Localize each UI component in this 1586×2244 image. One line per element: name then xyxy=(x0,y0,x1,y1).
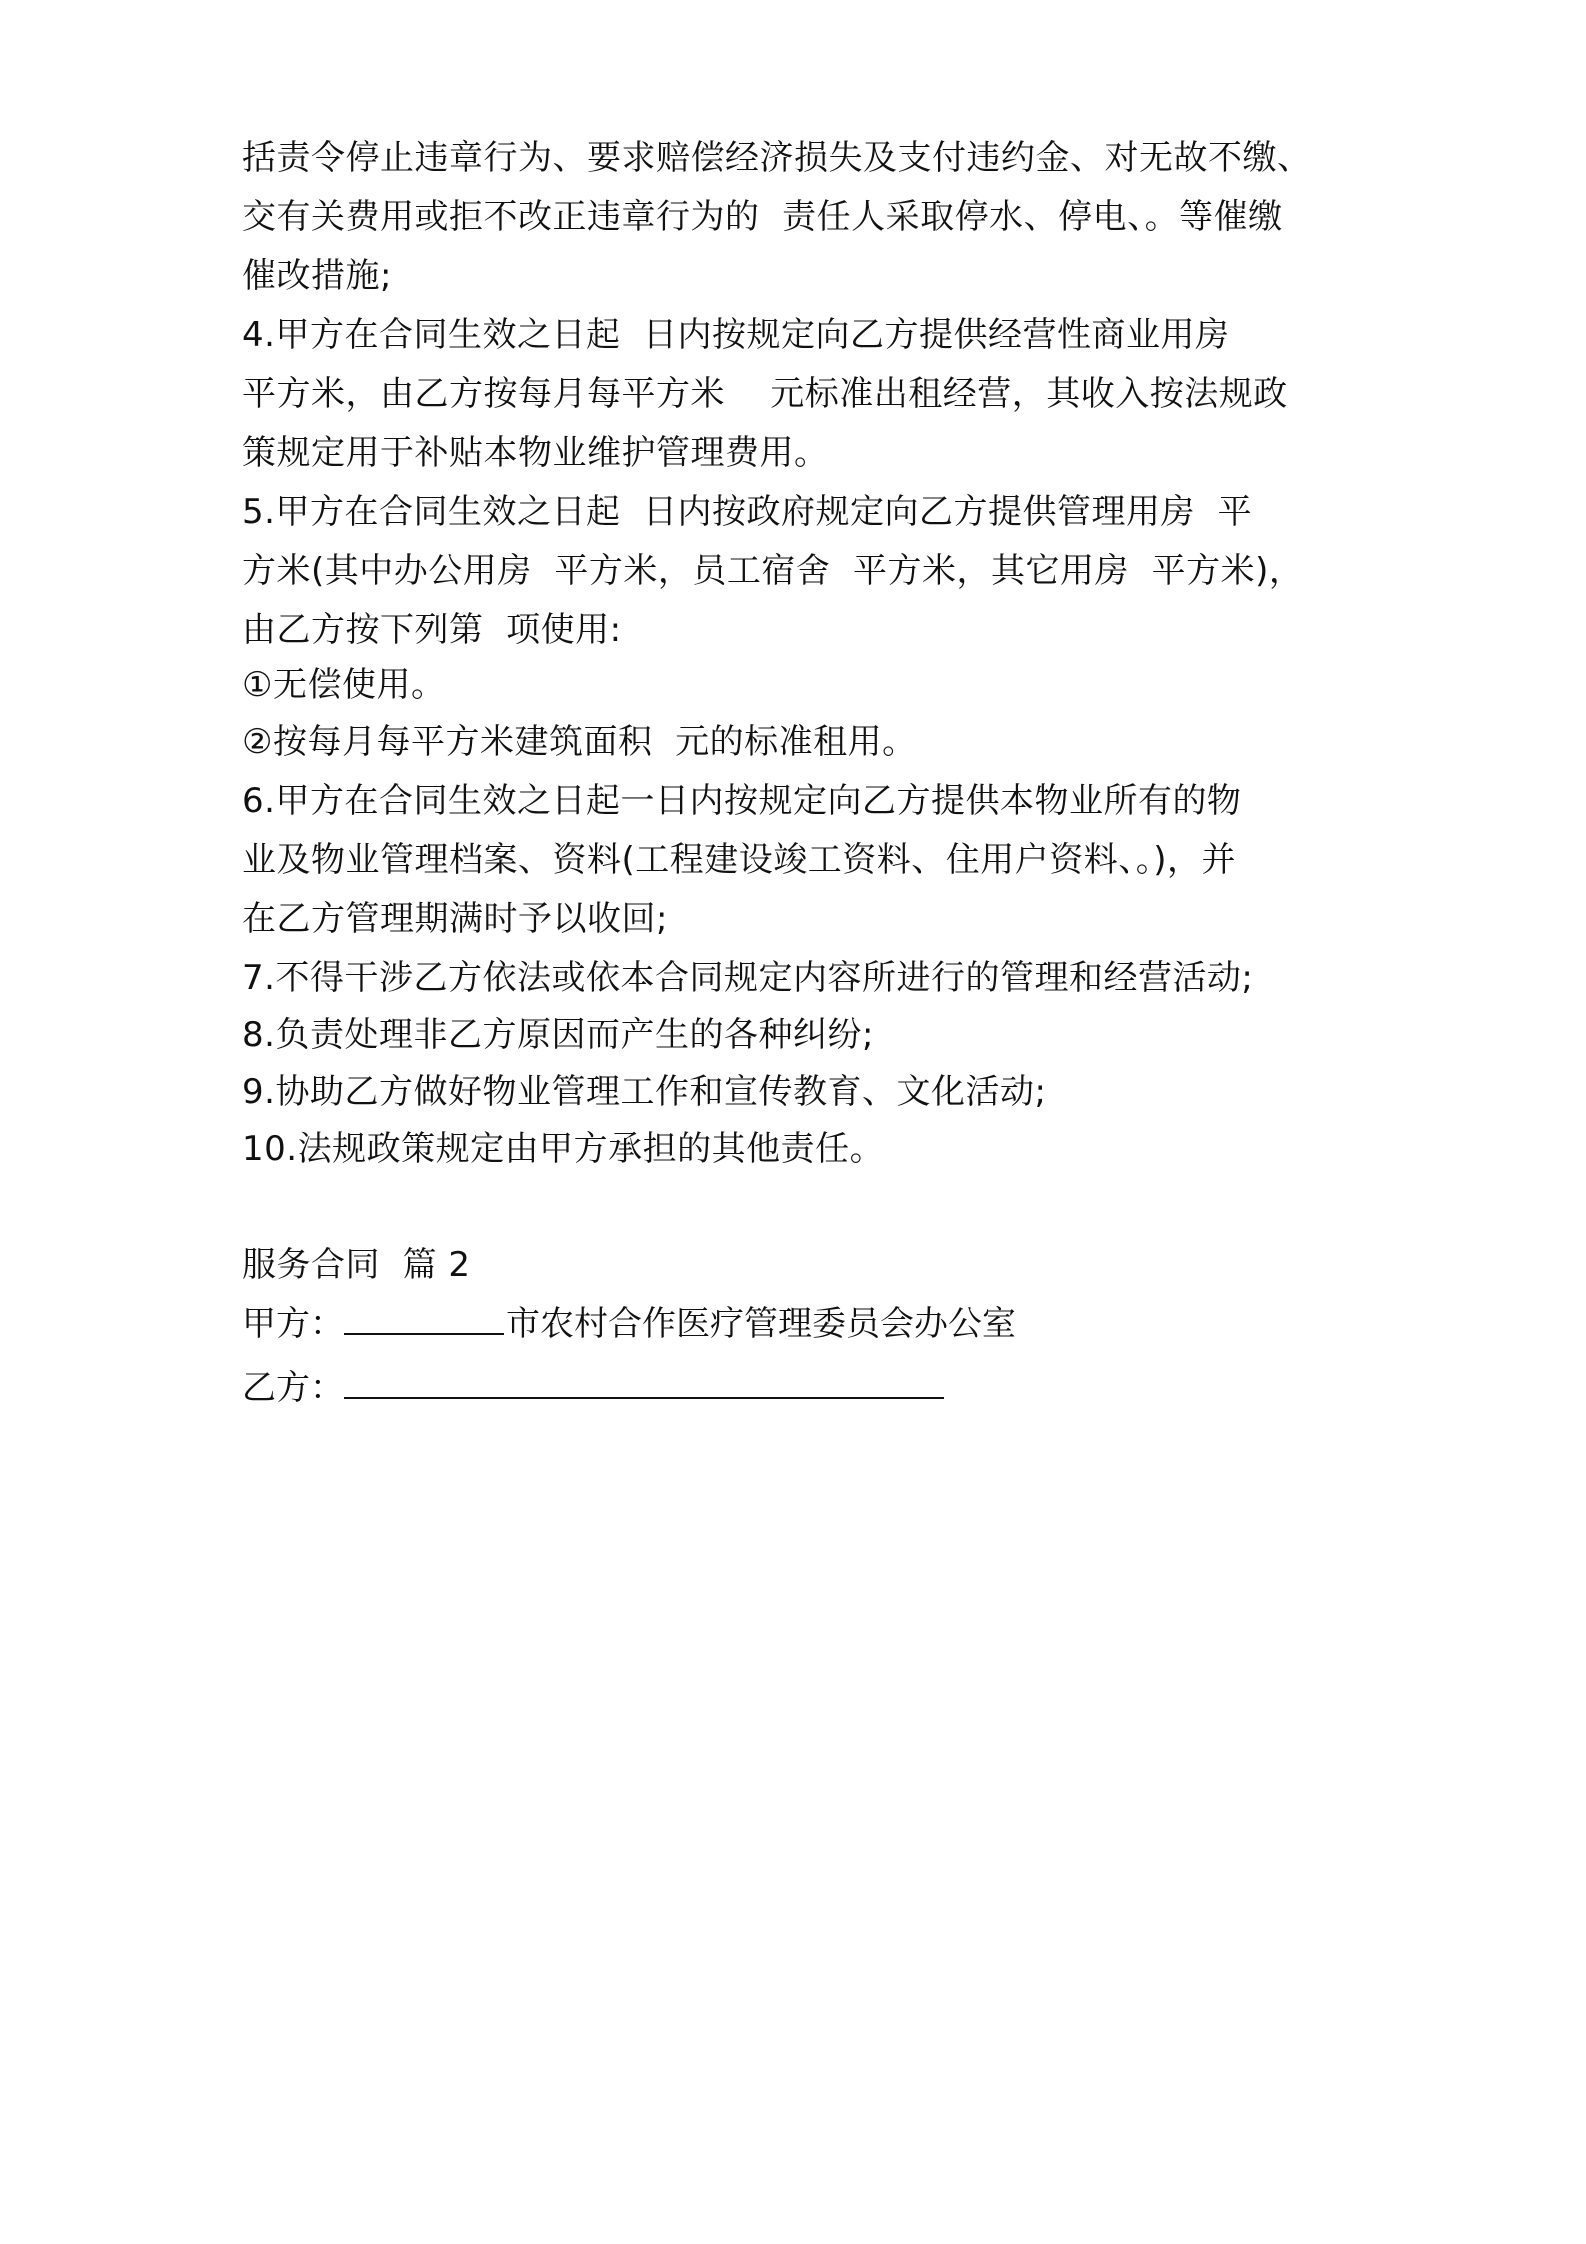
text-line: 由乙方按下列第 项使用: xyxy=(242,610,622,650)
party-a-blank xyxy=(344,1303,504,1335)
text-line: 9.协助乙方做好物业管理工作和宣传教育、文化活动; xyxy=(242,1072,1047,1112)
text-line: 括责令停止违章行为、要求赔偿经济损失及支付违约金、对无故不缴、 xyxy=(242,138,1312,178)
text-line: ①无偿使用。 xyxy=(242,665,446,705)
text-line: 6.甲方在合同生效之日起一日内按规定向乙方提供本物业所有的物 xyxy=(242,781,1242,821)
text-line: 催改措施; xyxy=(242,256,392,296)
party-b-row xyxy=(242,1366,946,1410)
party-b-blank xyxy=(344,1367,944,1399)
section-title: 服务合同 篇 2 xyxy=(242,1245,471,1285)
party-a-text: 市农村合作医疗管理委员会办公室 xyxy=(506,1304,1016,1344)
text-line: 4.甲方在合同生效之日起 日内按规定向乙方提供经营性商业用房 xyxy=(242,315,1230,355)
text-line: 交有关费用或拒不改正违章行为的 责任人采取停水、停电、。等催缴 xyxy=(242,197,1283,237)
text-line: 7.不得干涉乙方依法或依本合同规定内容所进行的管理和经营活动; xyxy=(242,958,1254,998)
text-line: 5.甲方在合同生效之日起 日内按政府规定向乙方提供管理用房 平 xyxy=(242,492,1253,532)
party-b-label: 乙方： xyxy=(242,1368,344,1408)
text-line: 10.法规政策规定由甲方承担的其他责任。 xyxy=(242,1129,885,1169)
text-line: 8.负责处理非乙方原因而产生的各种纠纷; xyxy=(242,1015,874,1055)
text-line: 业及物业管理档案、资料(工程建设竣工资料、住用户资料、。)，并 xyxy=(242,840,1237,880)
party-a-label: 甲方： xyxy=(242,1304,344,1344)
text-line: ②按每月每平方米建筑面积 元的标准租用。 xyxy=(242,722,917,762)
text-line: 在乙方管理期满时予以收回; xyxy=(242,899,668,939)
text-line: 方米(其中办公用房 平方米，员工宿舍 平方米，其它用房 平方米)， xyxy=(242,551,1304,591)
text-line: 策规定用于补贴本物业维护管理费用。 xyxy=(242,433,829,473)
text-line: 平方米，由乙方按每月每平方米 元标准出租经营，其收入按法规政 xyxy=(242,374,1288,414)
party-a-row xyxy=(242,1302,1016,1346)
